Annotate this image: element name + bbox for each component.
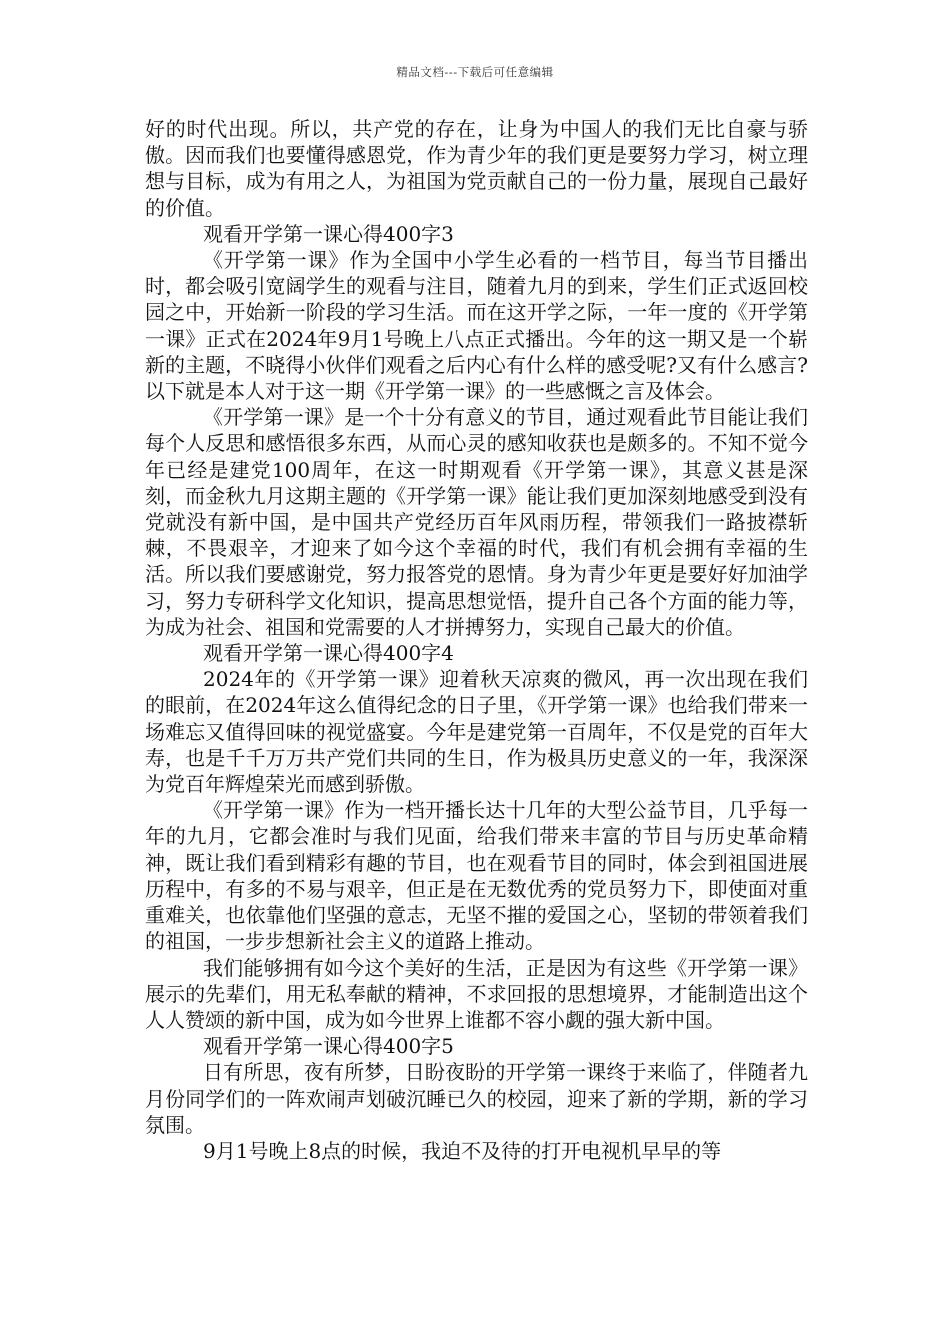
paragraph-2: 《开学第一课》作为全国中小学生必看的一档节目，每当节目播出时，都会吸引宽阔学生的观看与注目，随着九月的到来，学生们正式返回校园之中，开始新一阶段的学习生活。而在这开学之际，一年一度的《开学第一课》正式在2024年9月1号晚上八点正式播出。今年的这一期又是一个崭新的主题，不晓得小伙伴们观看之后内心有什么样的感受呢?又有什么感言?以下就是本人对于这一期《开学第一课》的一些感慨之言及体会。 (145, 248, 808, 404)
section-heading-4: 观看开学第一课心得400字4 (203, 641, 454, 666)
paragraph-1: 好的时代出现。所以，共产党的存在，让身为中国人的我们无比自豪与骄傲。因而我们也要懂得感恩党，作为青少年的我们更是要努力学习，树立理想与目标，成为有用之人，为祖国为党贡献自己的一份力量，展现自己最好的价值。 (145, 117, 808, 220)
page-header: 精品文档---下载后可任意编辑 (396, 65, 554, 79)
paragraph-7: 日有所思，夜有所梦，日盼夜盼的开学第一课终于来临了，伴随者九月份同学们的一阵欢闹声划破沉睡已久的校园，迎来了新的学期，新的学习氛围。 (145, 1060, 808, 1137)
paragraph-4: 2024年的《开学第一课》迎着秋天凉爽的微风，再一次出现在我们的眼前，在2024年这么值得纪念的日子里，《开学第一课》也给我们带来一场难忘又值得回味的视觉盛宴。今年是建党第一百周年，不仅是党的百年大寿，也是千千万万共产党们共同的生日，作为极具历史意义的一年，我深深为党百年辉煌荣光而感到骄傲。 (145, 667, 808, 797)
section-heading-3: 观看开学第一课心得400字3 (203, 221, 454, 246)
paragraph-8: 9月1号晚上8点的时候，我迫不及待的打开电视机早早的等 (203, 1138, 722, 1163)
document-body (145, 116, 808, 1164)
paragraph-3: 《开学第一课》是一个十分有意义的节目，通过观看此节目能让我们每个人反思和感悟很多东西，从而心灵的感知收获也是颇多的。不知不觉今年已经是建党100周年，在这一时期观看《开学第一课》，其意义甚是深刻，而金秋九月这期主题的《开学第一课》能让我们更加深刻地感受到没有党就没有新中国，是中国共产党经历百年风雨历程，带领我们一路披襟斩棘，不畏艰辛，才迎来了如今这个幸福的时代，我们有机会拥有幸福的生活。所以我们要感谢党，努力报答党的恩情。身为青少年更是要好好加油学习，努力专研科学文化知识，提高思想觉悟，提升自己各个方面的能力等，为成为社会、祖国和党需要的人才拼搏努力，实现自己最大的价值。 (145, 405, 808, 639)
paragraph-6: 我们能够拥有如今这个美好的生活，正是因为有这些《开学第一课》展示的先辈们，用无私奉献的精神，不求回报的思想境界，才能制造出这个人人赞颂的新中国，成为如今世界上谁都不容小觑的强大新中国。 (145, 955, 808, 1032)
section-heading-5: 观看开学第一课心得400字5 (203, 1034, 454, 1059)
paragraph-5: 《开学第一课》作为一档开播长达十几年的大型公益节目，几乎每一年的九月，它都会准时与我们见面，给我们带来丰富的节目与历史革命精神，既让我们看到精彩有趣的节目，也在观看节目的同时，体会到祖国进展历程中，有多的不易与艰辛，但正是在无数优秀的党员努力下，即使面对重重难关，也依靠他们坚强的意志，无坚不摧的爱国之心，坚韧的带领着我们的祖国，一步步想新社会主义的道路上推动。 (145, 798, 808, 954)
